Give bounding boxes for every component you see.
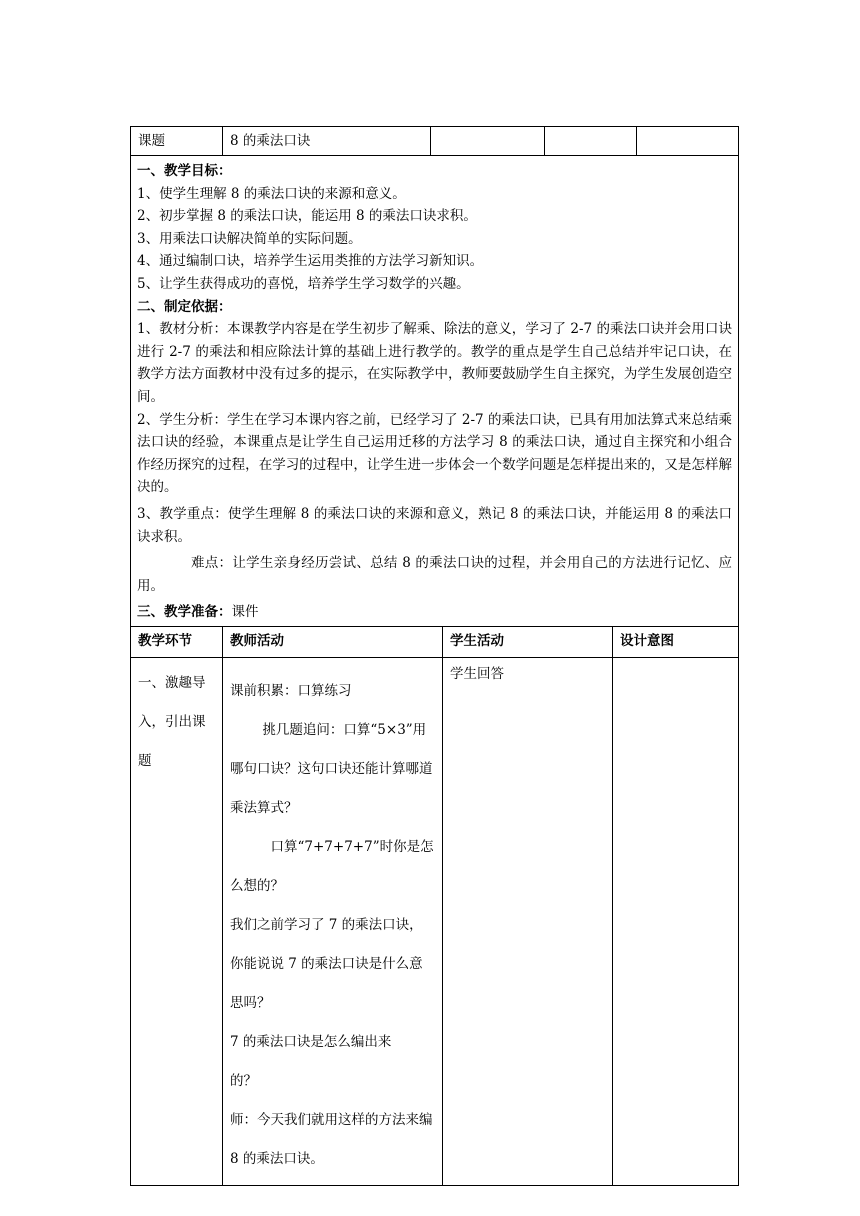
course-label: 课题 — [131, 127, 223, 156]
prep-value: 课件 — [231, 604, 259, 621]
stage-cell: 一、激趣导入，引出课题 — [131, 657, 223, 1185]
column-header: 教学环节 — [131, 626, 223, 657]
column-header: 学生活动 — [443, 626, 613, 657]
header-table — [130, 126, 739, 627]
teacher-line: 师：今天我们就用这样的方法来编 8 的乘法口诀。 — [230, 1111, 433, 1167]
material-analysis: 1、教材分析：本课教学内容是在学生初步了解乘、除法的意义，学习了 2-7 的乘法口诀并会用口诀进行 2-7 的乘法和相应除法计算的基础上进行教学的。教学的重点是学生自己总结并牢记口诀，在教学方法方面教材中没有过多的提示，在实际教学中，教师要鼓励学生自主探究，为学生发展创造空间。 — [137, 321, 732, 405]
prep-line — [137, 601, 732, 624]
teacher-line: 课前积累：口算练习 — [230, 682, 352, 699]
goal-item: 4、通过编制口诀，培养学生运用类推的方法学习新知识。 — [137, 253, 484, 270]
empty-cell — [637, 127, 739, 156]
difficulty-points: 难点：让学生亲身经历尝试、总结 8 的乘法口诀的过程，并会用自己的方法进行记忆、应用。 — [137, 555, 732, 594]
teacher-activity-cell — [223, 657, 443, 1185]
prep-heading: 三、教学准备： — [137, 604, 232, 621]
teacher-line: 挑几题追问：口算“5×3”用哪句口诀？这句口诀还能计算哪道乘法算式？ — [230, 721, 433, 816]
design-intent-cell — [613, 657, 739, 1185]
goal-item: 5、让学生获得成功的喜悦，培养学生学习数学的兴趣。 — [137, 275, 470, 292]
empty-cell — [431, 127, 545, 156]
teacher-line: 口算“7+7+7+7”时你是怎么想的？ — [230, 838, 434, 894]
goal-item: 1、使学生理解 8 的乘法口诀的来源和意义。 — [137, 185, 406, 202]
student-activity-cell: 学生回答 — [443, 657, 613, 1185]
activity-table — [130, 626, 739, 1186]
basis-heading: 二、制定依据： — [137, 298, 232, 315]
lesson-plan-document — [130, 126, 738, 1186]
teacher-line: 我们之前学习了 7 的乘法口诀，你能说说 7 的乘法口诀是什么意思吗？ — [230, 916, 423, 1011]
column-header: 教师活动 — [223, 626, 443, 657]
empty-cell — [545, 127, 637, 156]
course-title: 8 的乘法口诀 — [223, 127, 431, 156]
student-analysis: 2、学生分析：学生在学习本课内容之前，已经学习了 2-7 的乘法口诀，已具有用加法算式来总结乘法口诀的经验，本课重点是让学生自己运用迁移的方法学习 8 的乘法口诀，通过自主探究和小组合作经历探究的过程，在学习的过程中，让学生进一步体会一个数学问题是怎样提出来的，又是怎样解决的。 — [137, 411, 732, 496]
goal-item: 2、初步掌握 8 的乘法口诀，能运用 8 的乘法口诀求积。 — [137, 208, 477, 225]
goals-heading: 一、教学目标： — [137, 163, 232, 179]
key-points: 3、教学重点：使学生理解 8 的乘法口诀的来源和意义，熟记 8 的乘法口诀，并能运用 8 的乘法口诀求积。 — [137, 505, 732, 545]
column-header: 设计意图 — [613, 626, 739, 657]
overview-section — [131, 156, 739, 627]
teacher-line: 7 的乘法口诀是怎么编出来的？ — [230, 1033, 392, 1089]
goal-item: 3、用乘法口诀解决简单的实际问题。 — [137, 230, 362, 247]
